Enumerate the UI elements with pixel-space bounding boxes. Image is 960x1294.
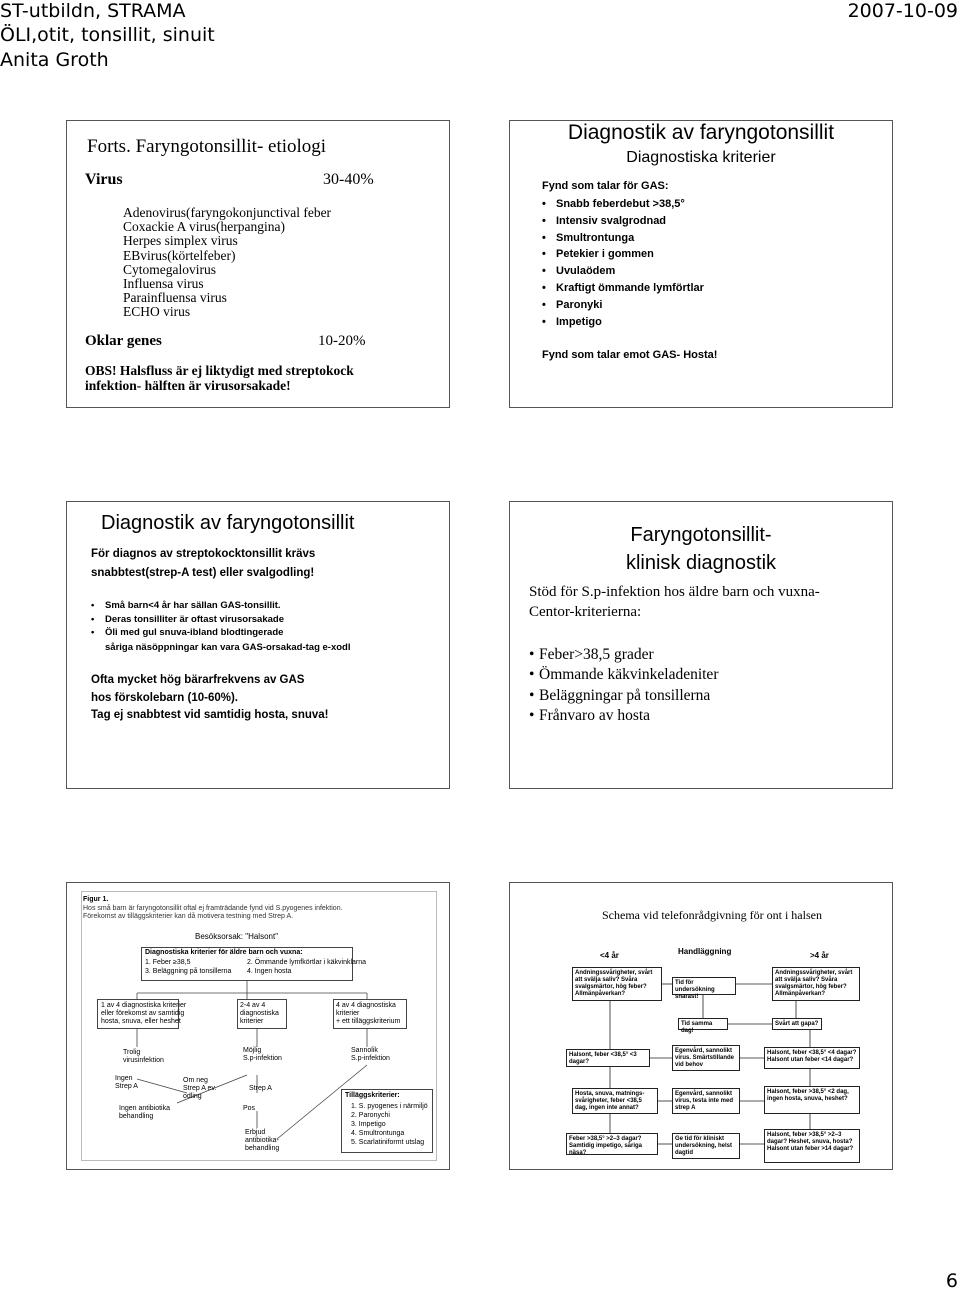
flow-text: 2-4 av 4 xyxy=(240,1002,266,1009)
flow-text: hosta, snuva, eller heshet xyxy=(101,1018,181,1025)
criterion-item: • Kraftigt ömmande lymförtlar xyxy=(542,280,704,297)
row1-right-box-b: Svårt att gapa? xyxy=(772,1018,822,1030)
row2-right-box: Halsont, feber <38,5° <4 dagar? Halsont utan feber <14 dagar? xyxy=(764,1047,860,1069)
virus-label: Virus xyxy=(85,171,123,188)
info-item: • Små barn<4 år har sällan GAS-tonsillit. xyxy=(91,599,284,613)
slide-title: Diagnostik av faryngotonsillit xyxy=(101,512,355,534)
criterion-item: • Paronyki xyxy=(542,297,704,314)
criteria-item: 2. Ömmande lymfkörtlar i käkvinklarna xyxy=(247,959,367,966)
criterion-item: • Snabb feberdebut >38,5° xyxy=(542,196,704,213)
info-item: • Öli med gul snuva-ibland blodtingerade xyxy=(91,626,284,640)
flow-text: Strep A xyxy=(115,1083,138,1090)
col-head-mid: Handläggning xyxy=(678,947,732,956)
extra-item: 5. Scarlatiniformt utslag xyxy=(351,1139,425,1146)
slide-telefonradgivning xyxy=(509,882,893,1170)
row1-mid-box: Tid för undersökning snarast! xyxy=(672,977,736,995)
virus-item: Adenovirus(faryngokonjunctival feber xyxy=(123,205,332,220)
header-line-3: Anita Groth xyxy=(0,49,109,71)
flow-text: S.p-infektion xyxy=(351,1055,390,1062)
flow-text: Möjlig xyxy=(243,1047,262,1054)
virus-item: Coxackie A virus(herpangina) xyxy=(123,219,285,235)
criterion-item: • Intensiv svalgrodnad xyxy=(542,213,704,230)
centor-item: • Beläggningar på tonsillerna xyxy=(529,686,718,706)
extra-title: Tilläggskriterier: xyxy=(345,1092,400,1099)
unclear-percent: 10-20% xyxy=(318,333,366,349)
slide-etiologi xyxy=(66,120,450,408)
flow-text: antibiotika- xyxy=(245,1137,279,1144)
fig-caption-1: Hos små barn är faryngotonsillit oftal ej framträdande fynd vid S.pyogenes infektion. xyxy=(83,905,343,912)
centor-list xyxy=(529,645,718,726)
virus-item: Cytomegalovirus xyxy=(123,261,216,277)
slide-diagnostik xyxy=(66,501,450,789)
obs-line-1: OBS! Halsfluss är ej liktydigt med streptokock xyxy=(85,363,354,378)
header-date: 2007-10-09 xyxy=(847,0,958,22)
virus-item: EBvirus(körtelfeber) xyxy=(123,247,236,263)
extra-item: 4. Smultrontunga xyxy=(351,1130,405,1137)
bottom-line-1: Ofta mycket hög bärarfrekvens av GAS xyxy=(91,674,305,686)
flow-text: S.p-infektion xyxy=(243,1055,282,1062)
flow-text: kriterier xyxy=(336,1010,360,1017)
flow-text: eller förekomst av samtidig xyxy=(101,1010,185,1017)
slide-title: Forts. Faryngotonsillit- etiologi xyxy=(87,136,327,157)
slide-title-1: Faryngotonsillit- xyxy=(630,524,772,546)
centor-item: • Feber>38,5 grader xyxy=(529,645,718,665)
row4-mid-box: Ge tid för kliniskt undersökning, helst dagtid xyxy=(672,1133,740,1159)
criteria-title: Diagnostiska kriterier för äldre barn och vuxna: xyxy=(145,949,303,956)
flow-text: Ingen antibiotika xyxy=(119,1105,170,1112)
criteria-item: 4. Ingen hosta xyxy=(247,968,292,975)
row1-mid-box-b: Tid samma dag! xyxy=(678,1018,728,1030)
row2-left-box: Halsont, feber <38,5° <3 dagar? xyxy=(566,1049,650,1067)
row1-left-box: Andningssvårigheter, svårt att svälja saliv? Svåra svalgsmärtor, hög feber? Allmänpåverkan? xyxy=(572,967,662,1001)
row3-left-box: Hosta, snuva, matnings-svårigheter, feber <38,5 dag, ingen inte annat? xyxy=(572,1088,658,1114)
criterion-item: • Smultrontunga xyxy=(542,230,704,247)
support-line-2: Centor-kriterierna: xyxy=(529,604,642,620)
header-line-2: ÖLI,otit, tonsillit, sinuit xyxy=(0,24,215,46)
gas-criteria-list xyxy=(542,196,704,330)
header-line-1: ST-utbildn, STRAMA xyxy=(0,0,186,22)
col-head-left: <4 år xyxy=(600,951,619,960)
row2-mid-box: Egenvård, sannolikt virus. Smärtstillande vid behov xyxy=(672,1045,740,1071)
flow-text: odling xyxy=(183,1093,202,1100)
virus-item: ECHO virus xyxy=(123,304,191,320)
criterion-item: • Petekier i gommen xyxy=(542,246,704,263)
criterion-item: • Impetigo xyxy=(542,314,704,331)
slide-title: Diagnostik av faryngotonsillit xyxy=(567,121,835,144)
flow-text: Strep A ev. xyxy=(183,1085,217,1092)
fig-label: Figur 1. xyxy=(83,896,109,903)
intro-line-2: snabbtest(strep-A test) eller svalgodling! xyxy=(91,567,315,579)
flow-text: behandling xyxy=(119,1113,154,1120)
row3-right-box: Halsont, feber >38,5° <2 dag, ingen hosta, snuva, heshet? xyxy=(764,1086,860,1114)
virus-item: Parainfluensa virus xyxy=(123,290,227,306)
flow-text: virusinfektion xyxy=(123,1057,164,1064)
extra-item: 2. Paronychi xyxy=(351,1112,390,1119)
centor-item: • Ömmande käkvinkeladeniter xyxy=(529,665,718,685)
for-gas-heading: Fynd som talar för GAS: xyxy=(542,180,669,192)
extra-item: 1. S. pyogenes i närmiljö xyxy=(351,1103,428,1110)
obs-line-2: infektion- hälften är virusorsakade! xyxy=(85,378,291,393)
row1-right-box: Andningssvårigheter, svårt att svälja saliv? Svåra svalgsmärtor, hög feber? Allmänpåverkan? xyxy=(772,967,860,1001)
flow-text: Ingen xyxy=(115,1075,133,1082)
flow-text: 4 av 4 diagnostiska xyxy=(336,1002,396,1009)
fig-caption-2: Förekomst av tilläggskriterier kan då motivera testning med Strep A. xyxy=(83,913,294,920)
support-line-1: Stöd för S.p-infektion hos äldre barn och vuxna- xyxy=(529,584,820,600)
info-list xyxy=(91,599,284,640)
flow-text: Strep A xyxy=(249,1085,272,1092)
info-item: • Deras tonsilliter är oftast virusorsakade xyxy=(91,613,284,627)
intro-line-1: För diagnos av streptokocktonsillit krävs xyxy=(91,548,316,560)
col-head-right: >4 år xyxy=(810,951,829,960)
page-number: 6 xyxy=(945,1270,958,1292)
slide-subtitle: Diagnostiska kriterier xyxy=(626,149,776,166)
bottom-line-3: Tag ej snabbtest vid samtidig hosta, snuva! xyxy=(91,709,329,721)
scheme-title: Schema vid telefonrådgivning för ont i halsen xyxy=(602,908,822,922)
info-continuation: såriga näsöppningar kan vara GAS-orsakad-tag e-xodl xyxy=(105,642,351,653)
flow-text: Erbjud xyxy=(245,1129,266,1136)
flow-text: Sannolik xyxy=(351,1047,378,1054)
slide-figur-1 xyxy=(66,882,450,1170)
flow-text: Pos xyxy=(243,1105,256,1112)
flow-text: Om neg xyxy=(183,1077,208,1084)
virus-list xyxy=(123,206,331,320)
flow-text: + ett tilläggskriterium xyxy=(336,1018,401,1025)
slide-title-2: klinisk diagnostik xyxy=(625,552,777,574)
flow-text: diagnostiska xyxy=(240,1010,279,1017)
against-gas: Fynd som talar emot GAS- Hosta! xyxy=(542,349,718,361)
row4-right-box: Halsont, feber >38,5° >2–3 dagar? Heshet, snuva, hosta? Halsont utan feber >14 dagar? xyxy=(764,1129,860,1163)
criterion-item: • Uvulaödem xyxy=(542,263,704,280)
flow-text: Trolig xyxy=(123,1049,141,1056)
bottom-line-2: hos förskolebarn (10-60%). xyxy=(91,692,238,704)
virus-item: Herpes simplex virus xyxy=(123,233,238,249)
unclear-label: Oklar genes xyxy=(85,333,162,349)
row4-left-box: Feber >38,5° >2–3 dagar? Samtidig impetigo, såriga näsa? xyxy=(566,1133,658,1155)
scheme-connectors xyxy=(510,883,892,1169)
slide-klinisk-diagnostik xyxy=(509,501,893,789)
flow-text: kriterier xyxy=(240,1018,264,1025)
virus-percent: 30-40% xyxy=(323,171,374,188)
criteria-item: 1. Feber ≥38,5 xyxy=(145,959,191,966)
flow-text: behandling xyxy=(245,1145,280,1152)
visit-reason: Besöksorsak: "Halsont" xyxy=(195,932,279,941)
virus-item: Influensa virus xyxy=(123,276,204,292)
centor-item: • Frånvaro av hosta xyxy=(529,706,718,726)
flow-text: 1 av 4 diagnostiska kriterier xyxy=(101,1002,187,1009)
criteria-item: 3. Beläggning på tonsillerna xyxy=(145,968,232,975)
slide-diagnostiska-kriterier xyxy=(509,120,893,408)
extra-item: 3. Impetigo xyxy=(351,1121,386,1128)
row3-mid-box: Egenvård, sannolikt virus, testa inte med strep A xyxy=(672,1088,740,1114)
